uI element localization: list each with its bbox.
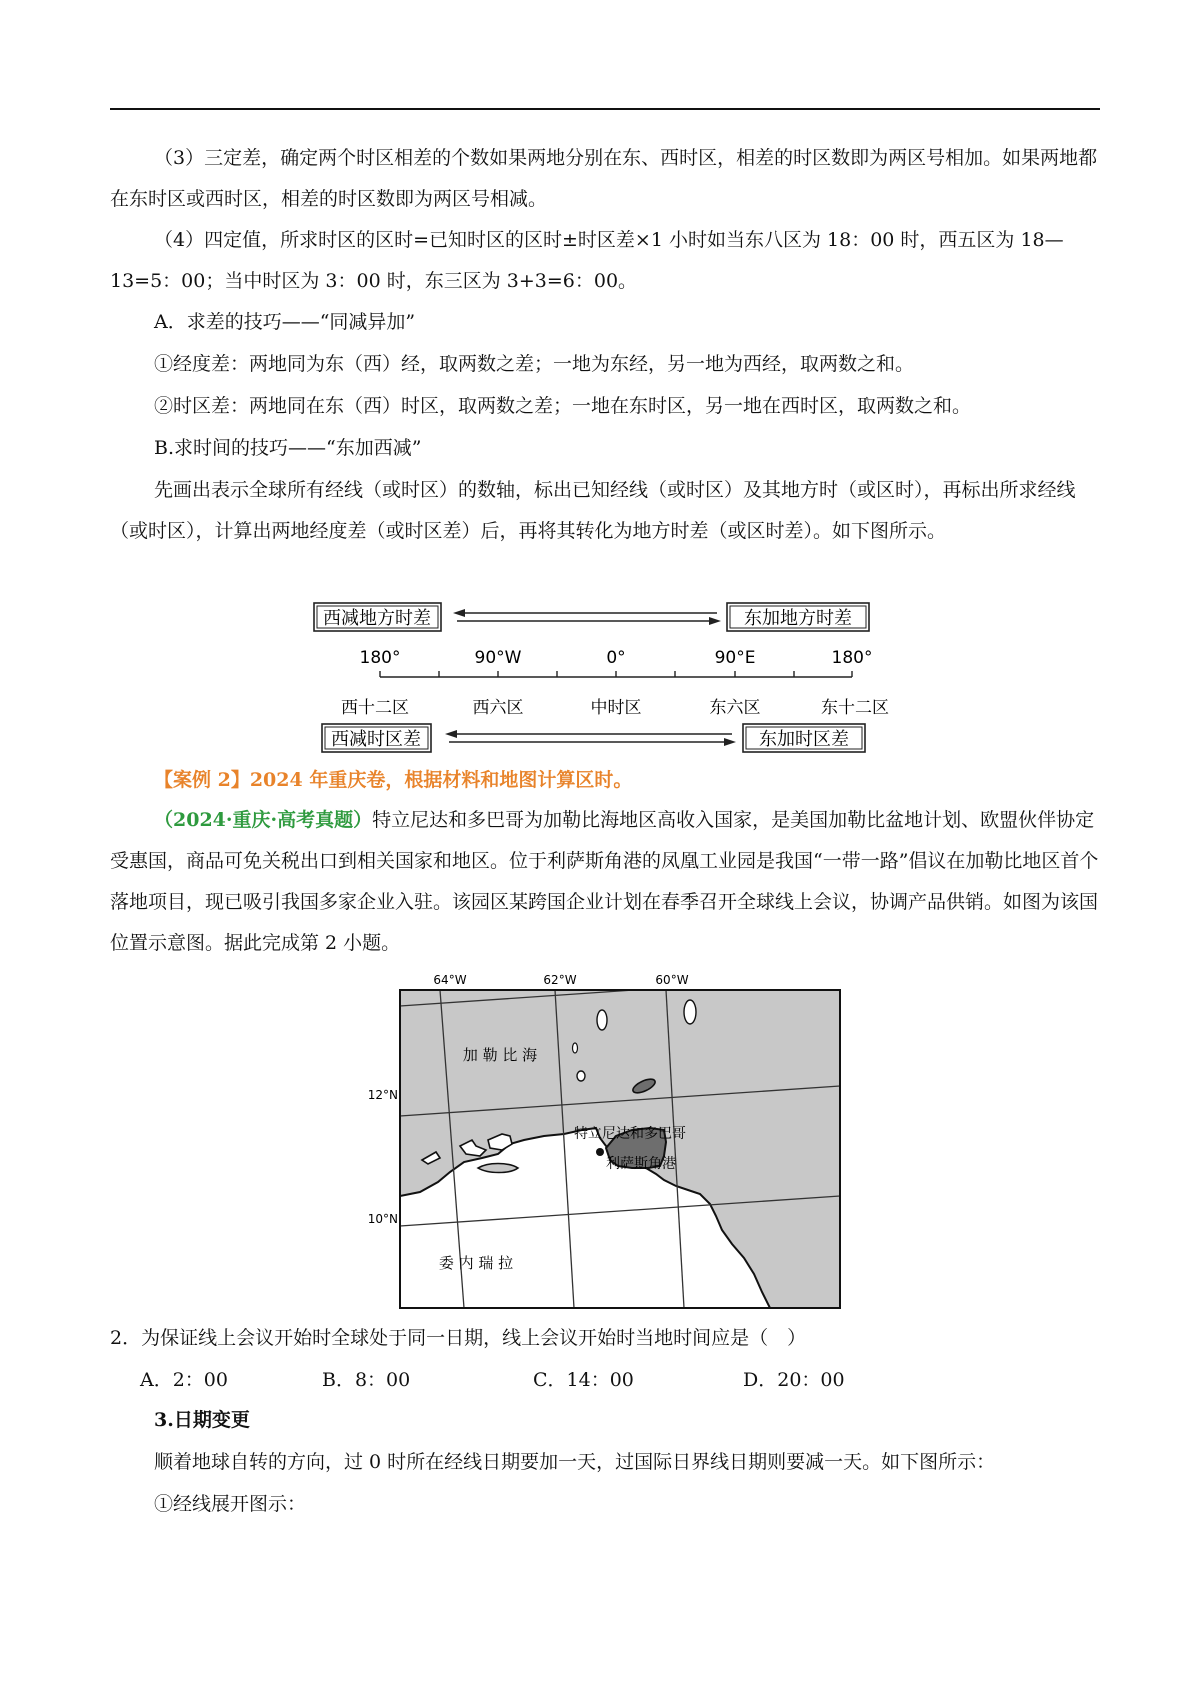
box-west-local xyxy=(314,603,441,631)
port-label: 利萨斯角港 xyxy=(606,1156,676,1172)
case-source: （2024·重庆·高考真题） xyxy=(154,809,373,831)
tip-a-heading: A．求差的技巧——“同减异加” xyxy=(154,311,416,333)
island-north-1 xyxy=(597,1010,607,1030)
box-east-zone xyxy=(743,724,865,752)
tip-b-text: 先画出表示全球所有经线（或时区）的数轴，标出已知经线（或时区）及其地方时（或区时），再标出所求经线（或时区），计算出两地经度差（或时区差）后，再将其转化为地方时差（或区时差）。如下图所示。 xyxy=(110,479,1076,542)
lon-label-0: 0° xyxy=(606,648,626,668)
section-3-text: 顺着地球自转的方向，过 0 时所在经线日期要加一天，过国际日界线日期则要减一天。如下图所示： xyxy=(154,1451,996,1473)
lon-label-64w: 64°W xyxy=(433,973,467,987)
tip-b-heading: B.求时间的技巧——“东加西减” xyxy=(154,437,422,459)
question-text: 2．为保证线上会议开始时全球处于同一日期，线上会议开始时当地时间应是（ ） xyxy=(110,1327,807,1349)
lon-label-62w: 62°W xyxy=(543,973,577,987)
lon-label-60w: 60°W xyxy=(655,973,689,987)
venezuela-label: 委 内 瑞 拉 xyxy=(438,1254,514,1272)
case-text: 特立尼达和多巴哥为加勒比海地区高收入国家，是美国加勒比盆地计划、欧盟伙伴协定受惠国，商品可免关税出口到相关国家和地区。位于利萨斯角港的凤凰工业园是我国“一带一路”倡议在加勒比地区首个落地项目，现已吸引我国多家企业入驻。该园区某跨国企业计划在春季召开全球线上会议，协调产品供销。如图为该国位置示意图。据此完成第 2 小题。 xyxy=(110,809,1099,954)
section-3-title: 3.日期变更 xyxy=(154,1409,250,1431)
paria-inlet xyxy=(478,1164,518,1173)
zone-label-w6: 西六区 xyxy=(472,698,524,718)
option-c[interactable]: C．14：00 xyxy=(533,1369,634,1391)
svg-text:东加时区差: 东加时区差 xyxy=(759,729,849,750)
answer-options xyxy=(140,1359,940,1397)
tip-a-item-1: ①经度差：两地同为东（西）经，取两数之差；一地为东经，另一地为西经，取两数之和。 xyxy=(154,353,915,375)
island-north-2 xyxy=(684,1000,696,1024)
option-d[interactable]: D．20：00 xyxy=(743,1369,845,1391)
case-title: 【案例 2】2024 年重庆卷，根据材料和地图计算区时。 xyxy=(154,769,633,791)
svg-text:东加地方时差: 东加地方时差 xyxy=(744,608,852,629)
lon-label-90w: 90°W xyxy=(474,648,522,668)
zone-label-e12: 东十二区 xyxy=(821,698,889,718)
lat-label-10n: 10°N xyxy=(367,1212,398,1226)
number-line xyxy=(380,671,852,677)
paragraph-step3: （3）三定差，确定两个时区相差的个数如果两地分别在东、西时区，相差的时区数即为两区号相加。如果两地都在东时区或西时区，相差的时区数即为两区号相减。 xyxy=(110,147,1098,210)
arrow-bottom xyxy=(445,730,736,746)
tip-a-item-2: ②时区差：两地同在东（西）时区，取两数之差；一地在东时区，另一地在西时区，取两数之和。 xyxy=(154,395,972,417)
arrow-top xyxy=(453,609,721,625)
header-rule xyxy=(110,108,1100,110)
lon-label-180e: 180° xyxy=(831,648,873,668)
port-marker xyxy=(596,1148,604,1156)
paragraph-step4: （4）四定值，所求时区的区时=已知时区的区时±时区差×1 小时如当东八区为 18：00 时，西五区为 18—13=5：00；当中时区为 3：00 时，东三区为 3+3=6：00。 xyxy=(110,229,1064,292)
option-b[interactable]: B．8：00 xyxy=(322,1369,411,1391)
svg-text:西减地方时差: 西减地方时差 xyxy=(323,608,431,629)
lat-label-12n: 12°N xyxy=(367,1088,398,1102)
zone-label-w12: 西十二区 xyxy=(341,698,409,718)
lon-label-90e: 90°E xyxy=(714,648,756,668)
box-west-zone xyxy=(322,724,431,752)
island-small-1 xyxy=(573,1043,578,1053)
lon-label-180w: 180° xyxy=(359,648,401,668)
zone-label-0: 中时区 xyxy=(590,698,642,718)
section-3-item: ①经线展开图示： xyxy=(154,1493,307,1515)
country-label: 特立尼达和多巴哥 xyxy=(574,1126,686,1142)
box-east-local xyxy=(727,603,869,631)
zone-label-e6: 东六区 xyxy=(709,698,761,718)
location-map xyxy=(360,968,850,1310)
grenada-island xyxy=(577,1071,585,1081)
case-paragraph xyxy=(110,800,1100,964)
svg-text:西减时区差: 西减时区差 xyxy=(331,729,421,750)
option-a[interactable]: A．2：00 xyxy=(140,1369,228,1391)
time-axis-diagram xyxy=(305,600,905,758)
sea-label: 加 勒 比 海 xyxy=(462,1046,538,1064)
